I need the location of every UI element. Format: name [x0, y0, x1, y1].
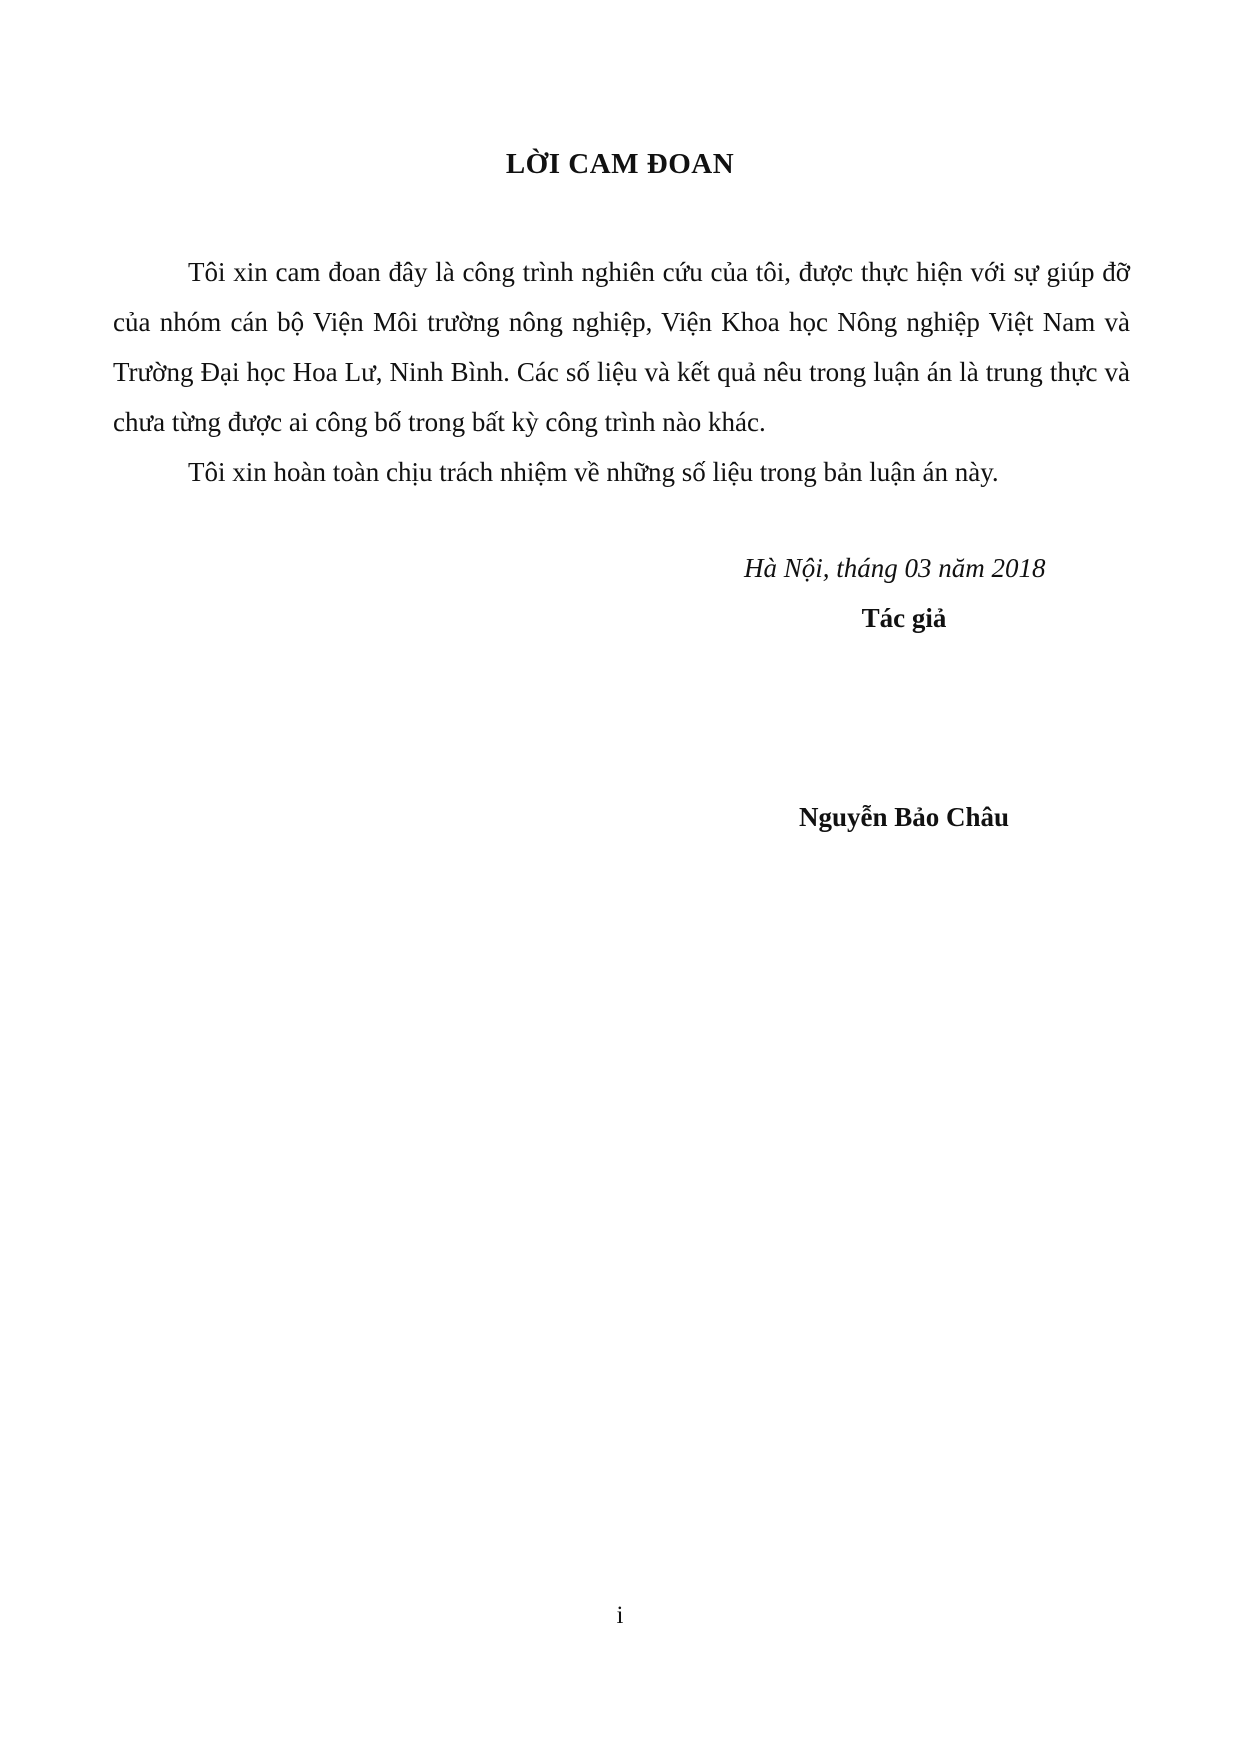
declaration-body [113, 247, 1130, 497]
place-date: Hà Nội, tháng 03 năm 2018 [744, 553, 1046, 583]
page-title: LỜI CAM ĐOAN [505, 148, 735, 180]
page-number: i [616, 1602, 624, 1629]
declaration-paragraph-1: Tôi xin cam đoan đây là công trình nghiên cứu của tôi, được thực hiện với sự giúp đỡ của nhóm cán bộ Viện Môi trường nông nghiệp, Viện Khoa học Nông nghiệp Việt Nam và Trường Đại học Hoa Lư, Ninh Bình. Các số liệu và kết quả nêu trong luận án là trung thực và chưa từng được ai công bố trong bất kỳ công trình nào khác. [113, 257, 1130, 437]
author-label: Tác giả [861, 603, 947, 633]
declaration-paragraph-2: Tôi xin hoàn toàn chịu trách nhiệm về những số liệu trong bản luận án này. [188, 457, 999, 487]
author-name: Nguyễn Bảo Châu [798, 802, 1010, 832]
